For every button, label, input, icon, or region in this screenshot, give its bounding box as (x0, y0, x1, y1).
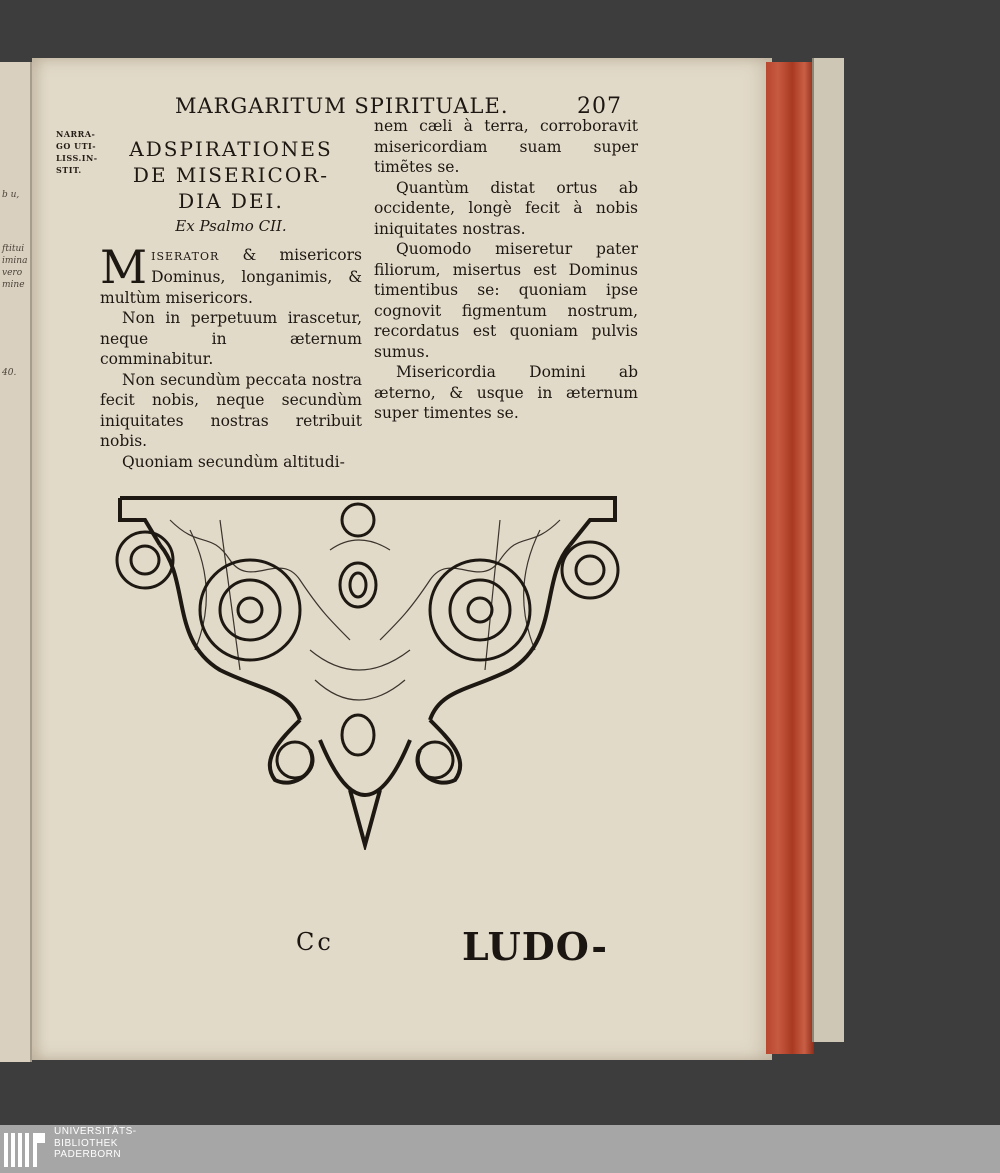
left-page-fragment: b u, (2, 190, 20, 200)
book-cover-edge (812, 58, 844, 1042)
heading-line: ADSPIRATIONES (129, 137, 333, 161)
catchword: LUDO- (462, 924, 608, 969)
left-page-fragment: vero (2, 268, 23, 278)
library-name-line: BIBLIOTHEK (54, 1137, 118, 1149)
marginal-note-line: STIT. (56, 165, 82, 175)
heading-line: DE MISERICOR- (132, 163, 330, 187)
marginal-note-line: NARRA- (56, 129, 96, 139)
library-name-line: PADERBORN (54, 1149, 122, 1160)
marginal-note (56, 128, 106, 176)
library-logo-icon (2, 1127, 48, 1171)
paragraph: Non in perpetuum irascetur, neque in æternum comminabitur. (100, 309, 362, 368)
right-text-column (374, 116, 638, 424)
paragraph-text: & misericors Dominus, longanimis, & multùm misericors. (100, 245, 362, 307)
signature-mark: Cc (296, 928, 334, 956)
woodcut-ornament (100, 490, 630, 850)
heading-line: DIA DEI. (178, 189, 284, 213)
small-caps-word: ISERATOR (151, 249, 220, 263)
section-subheading: Ex Psalmo CII. (175, 217, 287, 235)
marginal-note-line: LISS.IN- (56, 153, 98, 163)
library-name-line: UNIVERSITÄTS- (54, 1126, 137, 1137)
marginal-note-line: GO UTI- (56, 141, 97, 151)
paragraph: Misericordia Domini ab æterno, & usque in æternum super timentes se. (374, 363, 638, 422)
left-page-fragment: 40. (2, 368, 17, 378)
library-footer-bar (0, 1125, 1000, 1173)
drop-cap: M (100, 239, 148, 294)
left-page-fragment: ftitui (2, 244, 25, 254)
red-fore-edge (766, 62, 814, 1054)
opening-paragraph (100, 239, 362, 309)
left-page-edge (0, 62, 32, 1062)
section-heading (100, 136, 362, 214)
paragraph: Quoniam secundùm altitudi- (122, 452, 345, 471)
left-page-fragment: imina (2, 256, 28, 266)
paragraph: Quantùm distat ortus ab occidente, longè fecit à nobis iniquitates nostras. (374, 178, 638, 238)
library-name (54, 1126, 137, 1161)
page-number: 207 (577, 94, 622, 119)
running-head-title: MARGARITUM SPIRITUALE. (175, 94, 509, 118)
left-page-fragment: mine (2, 280, 25, 290)
left-text-column (100, 136, 362, 472)
paragraph: Non secundùm peccata nostra fecit nobis, neque secundùm iniquitates nostras retribuit nobis. (100, 370, 362, 450)
paragraph: Quomodo miseretur pater filiorum, misertus est Dominus timentibus se: quoniam ipse cognovit figmentum nostrum, recordatus est quoniam pulvis sumus. (374, 240, 638, 361)
paragraph: nem cæli à terra, corroboravit misericordiam suam super timẽtes se. (374, 117, 638, 176)
